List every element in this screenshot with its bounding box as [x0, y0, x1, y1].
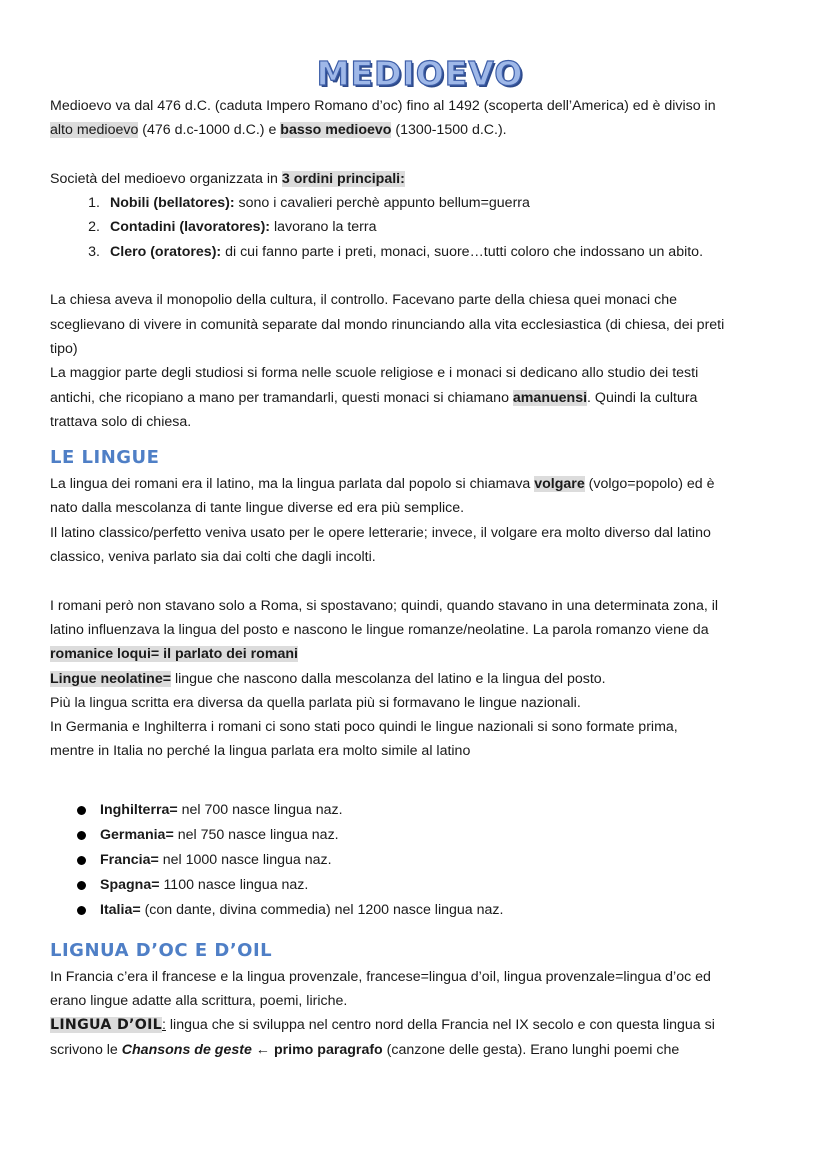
oc-oil-colon: :: [162, 1017, 166, 1034]
bullet-icon: [77, 831, 86, 840]
oc-oil-line-2: erano lingue adatte alla scrittura, poemi, liriche.: [50, 993, 348, 1010]
list-text: di cui fanno parte i preti, monaci, suore…tutti coloro che indossano un abito.: [221, 243, 704, 260]
lingua-doil-term: LINGUA D’OIL: [50, 1017, 162, 1034]
list-text: 1100 nasce lingua naz.: [159, 876, 309, 893]
page-title: MEDIOEVO: [316, 54, 524, 93]
intro-line-1: Medioevo va dal 476 d.C. (caduta Impero Romano d’oc) fino al 1492 (scoperta dell’America) ed è diviso in: [50, 98, 716, 114]
left-arrow-icon: ←: [251, 1041, 274, 1058]
alto-range: (476 d.c-1000 d.C.) e: [138, 122, 281, 139]
list-item: [50, 191, 790, 215]
list-item: [50, 215, 790, 239]
bullet-icon: [77, 806, 86, 815]
lingue-line-4: classico, veniva parlato sia dai colti che dagli incolti.: [50, 549, 376, 566]
chiesa-line-1: La chiesa aveva il monopolio della cultura, il controllo. Facevano parte della chiesa quei monaci che: [50, 292, 677, 309]
romanice-loqui-term: romanice loqui= il parlato dei romani: [50, 646, 298, 663]
lingue-line-6: latino influenzava la lingua del posto e nascono le lingue romanze/neolatine. La parola romanzo viene da: [50, 621, 709, 638]
society-lead-bold: 3 ordini principali:: [281, 170, 405, 187]
list-term: Inghilterra=: [100, 801, 178, 818]
section-heading-lingue: LE LINGUE: [50, 447, 160, 469]
list-text: lavorano la terra: [270, 219, 377, 236]
bullet-icon: [77, 906, 86, 915]
document-page: [50, 0, 790, 1062]
list-term: Spagna=: [100, 876, 160, 893]
society-lead: [50, 167, 790, 191]
list-text: nel 700 nasce lingua naz.: [177, 801, 343, 818]
chiesa-line-6: trattava solo di chiesa.: [50, 413, 192, 430]
list-term: Clero (oratores):: [110, 243, 222, 260]
oc-oil-line-4: [50, 1038, 790, 1062]
list-term: Germania=: [100, 826, 174, 843]
amanuensi-term: amanuensi: [512, 389, 588, 406]
oc-oil-line-4-text: scrivono le: [50, 1041, 122, 1058]
chiesa-line-3: tipo): [50, 340, 78, 357]
list-term: Francia=: [100, 851, 159, 868]
chiesa-line-5-text: antichi, che ricopiano a mano per tramandarli, questi monaci si chiamano: [50, 389, 513, 406]
lingue-neolatine-term: Lingue neolatine=: [50, 670, 172, 687]
list-text: nel 1000 nasce lingua naz.: [158, 851, 332, 868]
lingue-line-1-text: La lingua dei romani era il latino, ma la lingua parlata dal popolo si chiamava: [50, 476, 535, 493]
countries-list: [50, 798, 790, 923]
lingue-line-2: nato dalla mescolanza di tante lingue diverse ed era più semplice.: [50, 500, 465, 517]
oc-oil-line-4-tail: (canzone delle gesta). Erano lunghi poemi che: [382, 1041, 680, 1058]
volgare-term: volgare: [534, 476, 585, 493]
society-lead-text: Società del medioevo organizzata in: [50, 170, 282, 187]
chiesa-line-4: La maggior parte degli studiosi si forma nelle scuole religiose e i monaci si dedicano allo studio dei testi: [50, 365, 699, 382]
list-text: sono i cavalieri perchè appunto bellum=guerra: [234, 195, 530, 212]
oc-oil-line-3-text: lingua che si sviluppa nel centro nord della Francia nel IX secolo e con questa lingua si: [165, 1017, 715, 1034]
lingue-line-8-text: lingue che nascono dalla mescolanza del latino e la lingua del posto.: [171, 670, 606, 687]
list-item: [50, 798, 790, 823]
lingue-line-9: Più la lingua scritta era diversa da quella parlata più si formavano le lingue nazionali.: [50, 694, 581, 711]
list-term: Contadini (lavoratores):: [110, 219, 271, 236]
list-text: (con dante, divina commedia) nel 1200 nasce lingua naz.: [140, 901, 504, 918]
lingue-line-3: Il latino classico/perfetto veniva usato per le opere letterarie; invece, il volgare era molto diverso dal latino: [50, 524, 711, 541]
lingue-line-8: [50, 667, 790, 691]
lingue-line-1-tail: (volgo=popolo) ed è: [584, 476, 715, 493]
section-heading-oc-oil: LIGNUA D’OC E D’OIL: [50, 939, 273, 961]
primo-paragrafo: primo paragrafo: [273, 1041, 383, 1058]
intro-line-2: [50, 118, 790, 142]
list-term: Nobili (bellatores):: [110, 195, 235, 212]
bullet-icon: [77, 856, 86, 865]
list-number: 2.: [88, 219, 100, 236]
list-item: [50, 240, 790, 264]
list-item: [50, 898, 790, 923]
list-number: 3.: [88, 243, 100, 260]
oc-oil-line-3: [50, 1013, 790, 1037]
chiesa-line-2: sceglievano di vivere in comunità separate dal mondo rinunciando alla vita ecclesiastica (di chiesa, dei preti: [50, 316, 725, 333]
list-item: [50, 823, 790, 848]
chansons-de-geste: Chansons de geste: [121, 1041, 252, 1058]
lingue-line-11: mentre in Italia no perché la lingua parlata era molto simile al latino: [50, 743, 471, 760]
bullet-icon: [77, 881, 86, 890]
basso-range: (1300-1500 d.C.).: [391, 122, 507, 139]
basso-medioevo-term: basso medioevo: [280, 122, 392, 139]
list-number: 1.: [88, 195, 100, 212]
list-item: [50, 873, 790, 898]
orders-list: [50, 191, 790, 264]
lingue-line-10: In Germania e Inghilterra i romani ci sono stati poco quindi le lingue nazionali si sono formate prima,: [50, 719, 678, 736]
lingue-line-5: I romani però non stavano solo a Roma, si spostavano; quindi, quando stavano in una determinata zona, il: [50, 597, 719, 614]
chiesa-line-5: [50, 386, 790, 410]
list-item: [50, 848, 790, 873]
list-text: nel 750 nasce lingua naz.: [173, 826, 339, 843]
chiesa-line-5-tail: . Quindi la cultura: [587, 389, 698, 406]
list-term: Italia=: [100, 901, 141, 918]
lingue-line-1: [50, 472, 790, 496]
oc-oil-line-1: In Francia c’era il francese e la lingua provenzale, francese=lingua d’oil, lingua provenzale=lingua d’oc ed: [50, 968, 711, 985]
lingue-line-7: [50, 642, 790, 666]
alto-medioevo-term: alto medioevo: [50, 122, 139, 139]
